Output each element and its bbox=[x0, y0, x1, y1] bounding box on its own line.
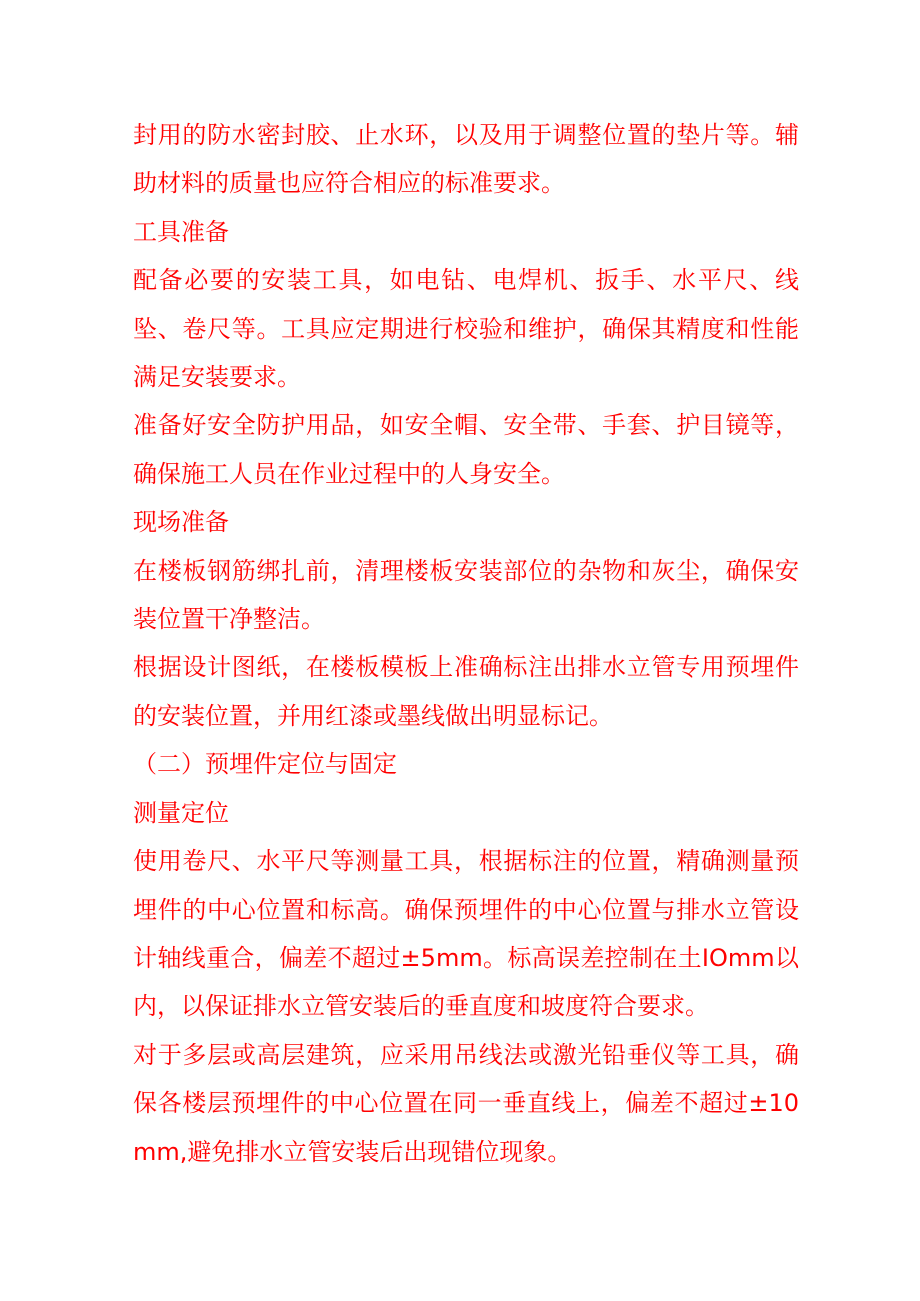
heading-site-preparation: 现场准备 bbox=[133, 508, 229, 537]
paragraph-installation-tools: 配备必要的安装工具，如电钻、电焊机、扳手、水平尺、线坠、卷尺等。工具应定期进行校验和维护，确保其精度和性能满足安装要求。 bbox=[133, 266, 799, 392]
heading-section-two: （二）预埋件定位与固定 bbox=[133, 750, 397, 779]
paragraph-safety-equipment: 准备好安全防护用品，如安全帽、安全带、手套、护目镜等，确保施工人员在作业过程中的人身安全。 bbox=[133, 411, 799, 488]
paragraph-position-marking: 根据设计图纸，在楼板模板上准确标注出排水立管专用预埋件的安装位置，并用红漆或墨线做出明显标记。 bbox=[133, 653, 799, 730]
paragraph-measurement-tolerance: 使用卷尺、水平尺等测量工具，根据标注的位置，精确测量预埋件的中心位置和标高。确保预埋件的中心位置与排水立管设计轴线重合，偏差不超过±5mm。标高误差控制在土IOmm以内，以保证排水立管安装后的垂直度和坡度符合要求。 bbox=[133, 847, 799, 1021]
document-body bbox=[133, 111, 799, 1176]
paragraph-auxiliary-materials: 封用的防水密封胶、止水环，以及用于调整位置的垫片等。辅助材料的质量也应符合相应的标准要求。 bbox=[133, 121, 799, 198]
paragraph-multistory-alignment: 对于多层或高层建筑，应采用吊线法或激光铅垂仪等工具，确保各楼层预埋件的中心位置在同一垂直线上，偏差不超过±10mm,避免排水立管安装后出现错位现象。 bbox=[133, 1040, 799, 1166]
heading-tool-preparation: 工具准备 bbox=[133, 217, 229, 246]
paragraph-site-cleaning: 在楼板钢筋绑扎前，清理楼板安装部位的杂物和灰尘，确保安装位置干净整洁。 bbox=[133, 556, 799, 634]
heading-measurement-positioning: 测量定位 bbox=[133, 798, 229, 827]
